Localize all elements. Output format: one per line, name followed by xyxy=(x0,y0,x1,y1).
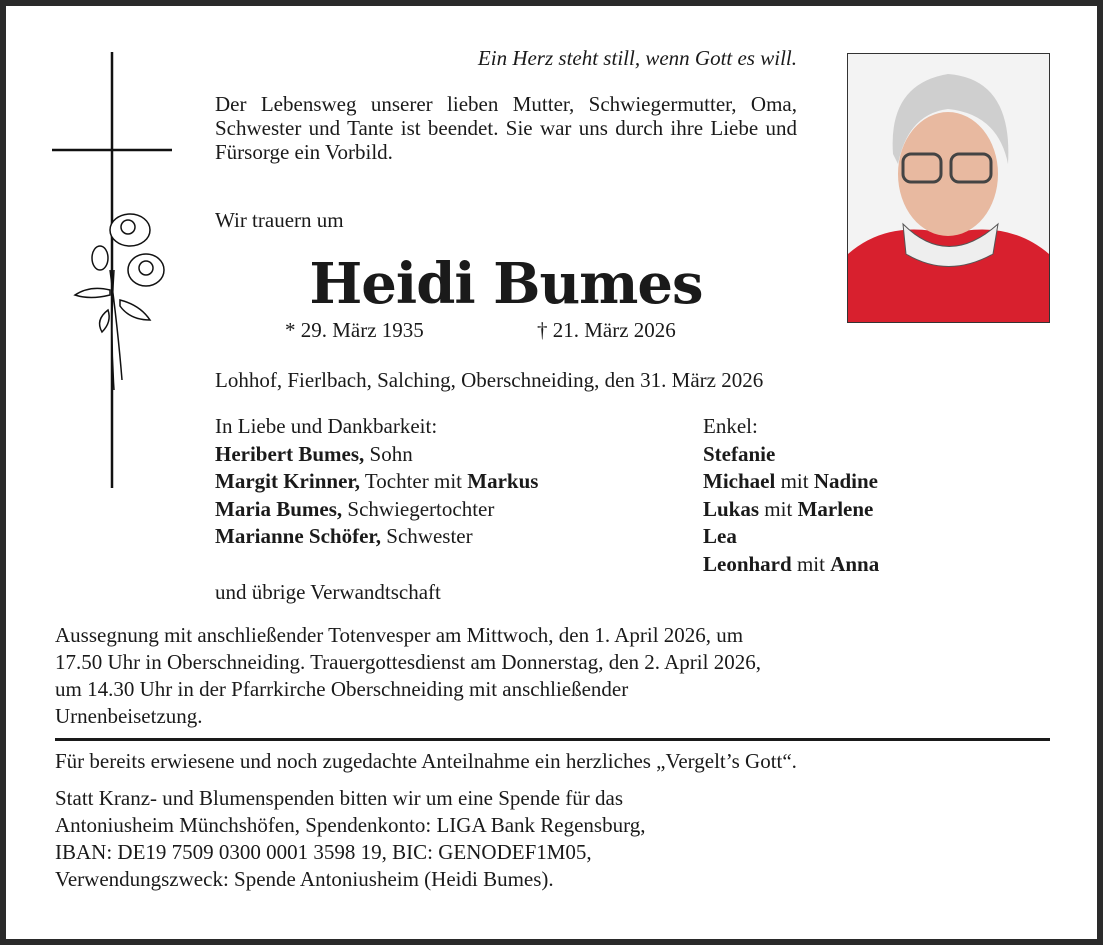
family-member: Margit Krinner, Tochter mit Markus xyxy=(215,469,539,493)
donation-line: IBAN: DE19 7509 0300 0001 3598 19, BIC: GENODEF1M05, xyxy=(55,840,592,864)
family-member: Marianne Schöfer, Schwester xyxy=(215,524,473,548)
place-date: Lohhof, Fierlbach, Salching, Oberschneiding, den 31. März 2026 xyxy=(215,368,764,392)
grandchild: Leonhard mit Anna xyxy=(703,551,880,576)
grandchild: Lukas mit Marlene xyxy=(703,496,874,521)
intro-text: Der Lebensweg unserer lieben Mutter, Schwiegermutter, Oma, Schwester und Tante ist beendet. Sie war uns durch ihre Liebe und Fürsorge ein Vorbild. xyxy=(215,92,797,164)
grandchildren-heading: Enkel: xyxy=(703,414,758,438)
ceremony-line: 17.50 Uhr in Oberschneiding. Trauergottesdienst am Donnerstag, den 2. April 2026, xyxy=(55,650,761,674)
divider xyxy=(55,738,1050,741)
donation-info xyxy=(55,785,645,893)
portrait-photo xyxy=(847,53,1050,323)
other-relatives: und übrige Verwandtschaft xyxy=(215,580,441,604)
grandchild: Lea xyxy=(703,524,737,548)
family-member: Heribert Bumes, Sohn xyxy=(215,441,413,466)
mourning-line: Wir trauern um xyxy=(215,208,344,232)
cross-with-roses-icon xyxy=(50,50,180,490)
donation-line: Antoniusheim Münchshöfen, Spendenkonto: LIGA Bank Regensburg, xyxy=(55,813,646,837)
deceased-name: Heidi Bumes xyxy=(309,251,703,317)
donation-line: Statt Kranz- und Blumenspenden bitten wir um eine Spende für das xyxy=(55,786,624,810)
birth-date: * 29. März 1935 xyxy=(285,318,424,342)
motto: Ein Herz steht still, wenn Gott es will. xyxy=(477,46,797,70)
ceremony-line: um 14.30 Uhr in der Pfarrkirche Oberschneiding mit anschließender xyxy=(55,677,629,701)
grandchild: Stefanie xyxy=(703,441,776,466)
ceremony-line: Aussegnung mit anschließender Totenvesper am Mittwoch, den 1. April 2026, um xyxy=(55,623,744,647)
family-member: Maria Bumes, Schwiegertochter xyxy=(215,496,495,521)
ceremony-info xyxy=(55,622,1055,730)
grandchildren-list xyxy=(703,413,879,578)
ceremony-line: Urnenbeisetzung. xyxy=(55,704,203,728)
thanks-line: Für bereits erwiesene und noch zugedachte Anteilnahme ein herzliches „Vergelt’s Gott“. xyxy=(55,749,797,773)
family-heading: In Liebe und Dankbarkeit: xyxy=(215,414,438,438)
family-list xyxy=(215,413,538,551)
grandchild: Michael mit Nadine xyxy=(703,469,879,493)
death-date: † 21. März 2026 xyxy=(537,318,676,342)
donation-line: Verwendungszweck: Spende Antoniusheim (Heidi Bumes). xyxy=(55,867,554,891)
